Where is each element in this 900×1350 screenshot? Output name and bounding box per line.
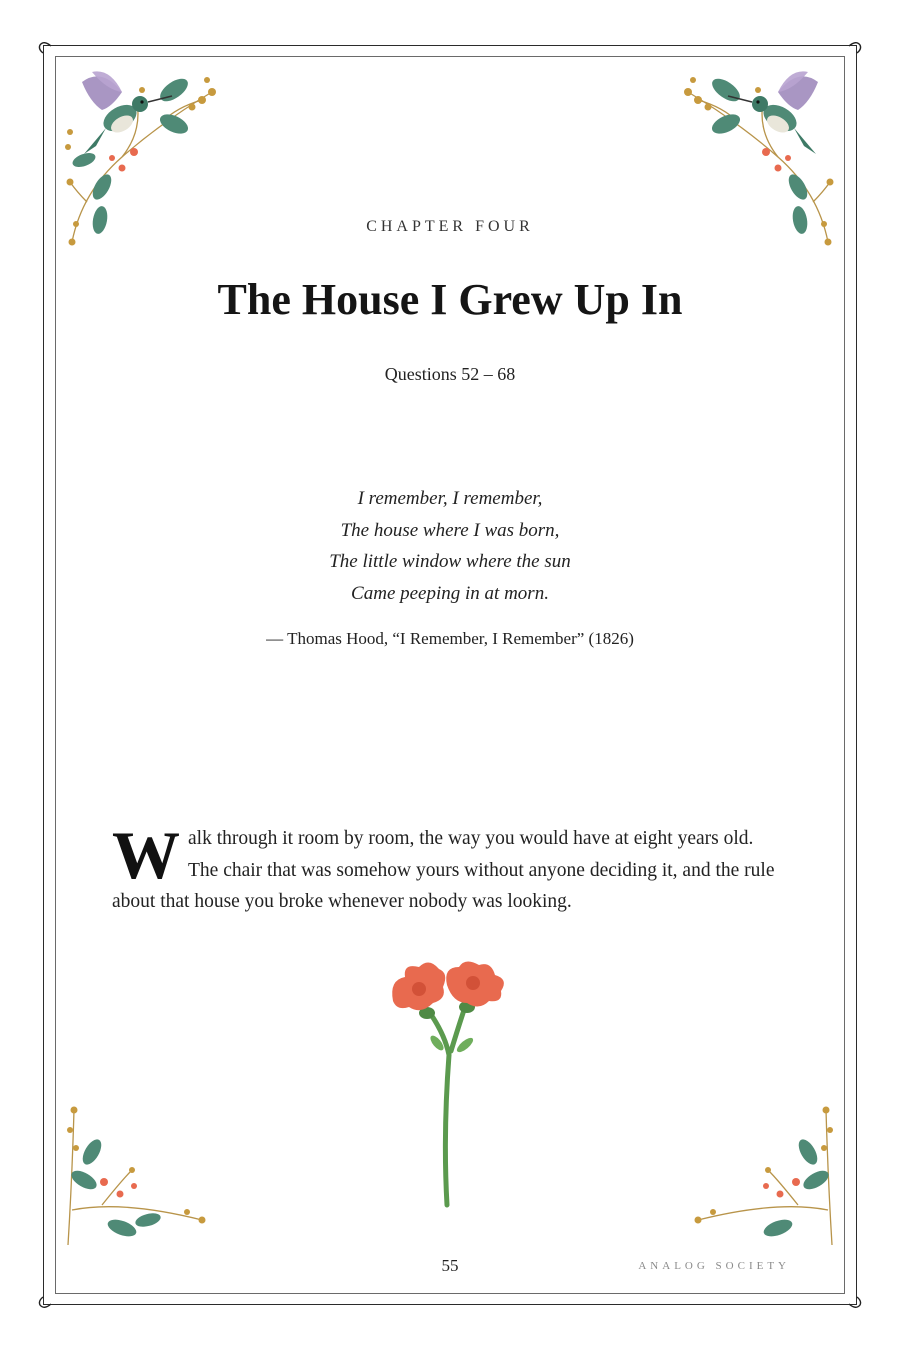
flower-icon: [762, 148, 791, 172]
corner-curl-icon: [38, 1296, 52, 1310]
chapter-title: The House I Grew Up In: [217, 275, 683, 324]
corner-curl-icon: [848, 40, 862, 54]
page-number: 55: [441, 1256, 459, 1275]
flower-icon: [392, 961, 504, 1010]
question-range: Questions 52 – 68: [384, 364, 516, 384]
floral-corner-bottom-right: [688, 1100, 838, 1250]
hummingbird-icon: [728, 71, 818, 154]
intro-paragraph-text: alk through it room by room, the way you would have at eight years old. The chair that was somehow yours without anyone deciding it, and the rule about that house you broke whenever nobody was looking.: [112, 828, 775, 912]
berry-icon: [67, 1107, 206, 1224]
flower-icon: [100, 1178, 137, 1198]
epigraph-poem: [0, 483, 900, 609]
poem-line: Came peeping in at morn.: [351, 582, 549, 604]
footer-brand: ANALOG SOCIETY: [638, 1260, 790, 1272]
chapter-label: CHAPTER FOUR: [366, 218, 534, 235]
flower-icon: [109, 148, 138, 172]
berry-icon: [695, 1107, 834, 1224]
drop-cap: W: [112, 817, 180, 893]
hummingbird-icon: [82, 71, 172, 154]
intro-paragraph: [112, 817, 788, 918]
poem-line: The house where I was born,: [340, 519, 560, 541]
poem-line: The little window where the sun: [329, 551, 571, 572]
red-flower-illustration: [385, 955, 515, 1210]
epigraph-attribution: — Thomas Hood, “I Remember, I Remember” (1826): [266, 629, 634, 648]
flower-icon: [763, 1178, 800, 1198]
poem-line: I remember, I remember,: [357, 488, 543, 509]
corner-curl-icon: [38, 40, 52, 54]
corner-curl-icon: [848, 1296, 862, 1310]
floral-corner-bottom-left: [62, 1100, 212, 1250]
leaf-icon: [762, 1136, 832, 1239]
